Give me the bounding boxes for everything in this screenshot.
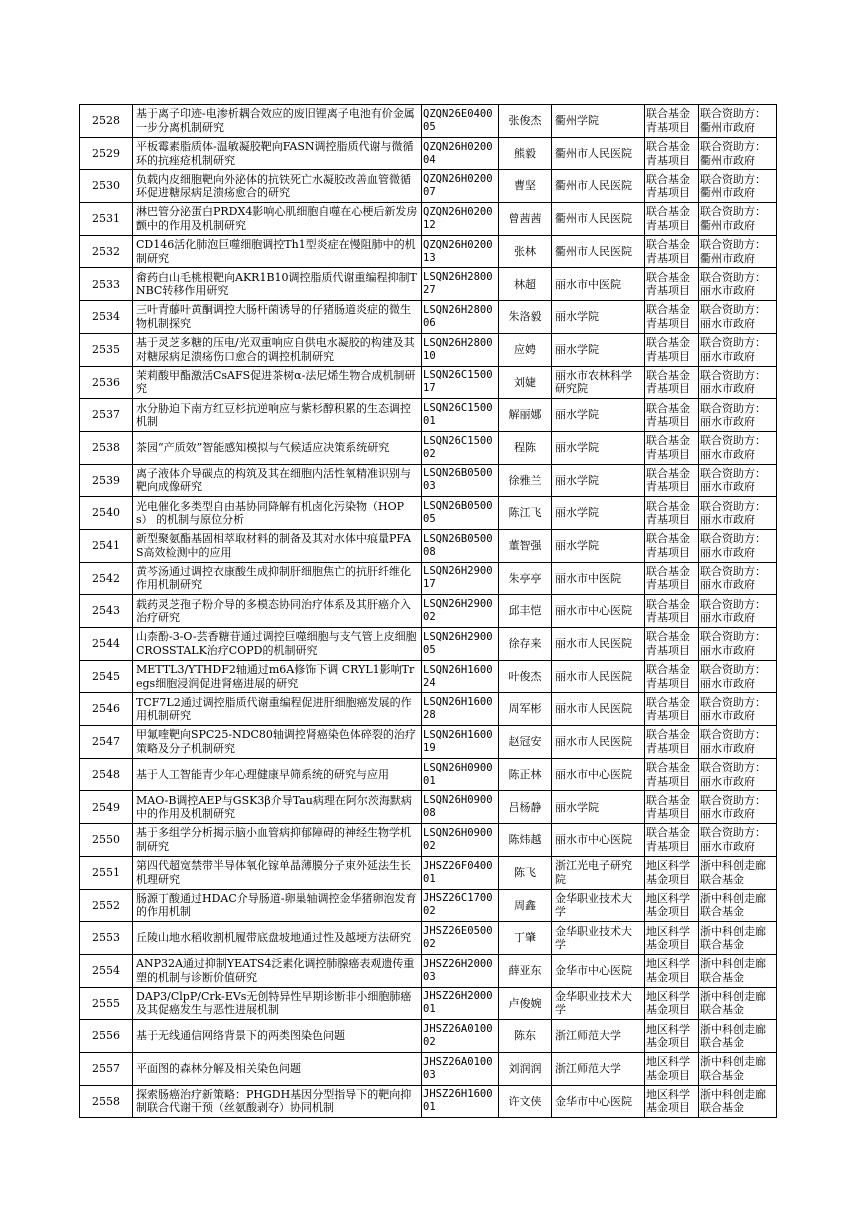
funding-source-cell: 联合资助方：衢州市政府 <box>699 235 777 268</box>
project-code-cell: LSQN26H090001 <box>422 758 499 791</box>
serial-number-cell: 2547 <box>80 726 133 759</box>
project-type-cell: 联合基金青基项目 <box>645 726 699 759</box>
project-title-cell: 茶园“产质效”智能感知模拟与气候适应决策系统研究 <box>133 431 422 464</box>
serial-number-cell: 2535 <box>80 333 133 366</box>
serial-number-cell: 2543 <box>80 595 133 628</box>
project-type-cell: 地区科学基金项目 <box>645 889 699 922</box>
project-type-cell: 联合基金青基项目 <box>645 791 699 824</box>
table-row <box>80 922 777 955</box>
applicant-name-cell: 林超 <box>499 268 552 301</box>
project-type-cell: 联合基金青基项目 <box>645 333 699 366</box>
project-code-cell: JHSZ26A010003 <box>422 1052 499 1085</box>
funding-source-cell: 联合资助方：丽水市政府 <box>699 431 777 464</box>
project-type-cell: 联合基金青基项目 <box>645 137 699 170</box>
applicant-name-cell: 陈江飞 <box>499 497 552 530</box>
serial-number-cell: 2544 <box>80 628 133 661</box>
institution-cell: 浙江师范大学 <box>552 1052 645 1085</box>
project-code-cell: LSQN26H290005 <box>422 628 499 661</box>
serial-number-cell: 2531 <box>80 203 133 236</box>
project-type-cell: 联合基金青基项目 <box>645 693 699 726</box>
funding-source-cell: 联合资助方：衢州市政府 <box>699 137 777 170</box>
institution-cell: 金华市中心医院 <box>552 954 645 987</box>
serial-number-cell: 2555 <box>80 987 133 1020</box>
serial-number-cell: 2558 <box>80 1085 133 1118</box>
serial-number-cell: 2540 <box>80 497 133 530</box>
funding-source-cell: 联合资助方：丽水市政府 <box>699 628 777 661</box>
project-code-cell: JHSZ26H200003 <box>422 954 499 987</box>
project-title-cell: 离子液体介导碳点的构筑及其在细胞内活性氧精准识别与靶向成像研究 <box>133 464 422 497</box>
project-code-cell: JHSZ26C170002 <box>422 889 499 922</box>
project-title-cell: 畲药白山毛桃根靶向AKR1B10调控脂质代谢重编程抑制TNBC转移作用研究 <box>133 268 422 301</box>
institution-cell: 衢州市人民医院 <box>552 137 645 170</box>
project-code-cell: LSQN26H160019 <box>422 726 499 759</box>
funding-source-cell: 浙中科创走廊联合基金 <box>699 954 777 987</box>
table-row <box>80 203 777 236</box>
applicant-name-cell: 朱亭亭 <box>499 562 552 595</box>
applicant-name-cell: 程陈 <box>499 431 552 464</box>
applicant-name-cell: 吕杨静 <box>499 791 552 824</box>
project-code-cell: QZQN26H020007 <box>422 170 499 203</box>
project-code-cell: LSQN26H090008 <box>422 791 499 824</box>
applicant-name-cell: 刘润润 <box>499 1052 552 1085</box>
funding-source-cell: 联合资助方：丽水市政府 <box>699 464 777 497</box>
project-type-cell: 地区科学基金项目 <box>645 1052 699 1085</box>
institution-cell: 丽水学院 <box>552 399 645 432</box>
applicant-name-cell: 赵冠安 <box>499 726 552 759</box>
project-title-cell: 丘陵山地水稻收割机履带底盘坡地通过性及越埂方法研究 <box>133 922 422 955</box>
project-code-cell: JHSZ26H200001 <box>422 987 499 1020</box>
serial-number-cell: 2551 <box>80 856 133 889</box>
table-row <box>80 137 777 170</box>
institution-cell: 丽水学院 <box>552 464 645 497</box>
table-row <box>80 660 777 693</box>
table-row <box>80 529 777 562</box>
project-type-cell: 联合基金青基项目 <box>645 595 699 628</box>
institution-cell: 丽水学院 <box>552 301 645 334</box>
applicant-name-cell: 张林 <box>499 235 552 268</box>
table-row <box>80 1020 777 1053</box>
table-row <box>80 431 777 464</box>
project-code-cell: LSQN26H290002 <box>422 595 499 628</box>
funding-source-cell: 浙中科创走廊联合基金 <box>699 1020 777 1053</box>
serial-number-cell: 2557 <box>80 1052 133 1085</box>
applicant-name-cell: 陈飞 <box>499 856 552 889</box>
applicant-name-cell: 曾茜茜 <box>499 203 552 236</box>
institution-cell: 丽水学院 <box>552 529 645 562</box>
funding-source-cell: 联合资助方：丽水市政府 <box>699 824 777 857</box>
project-title-cell: 甲氟喹靶向SPC25-NDC80轴调控肾癌染色体碎裂的治疗策略及分子机制研究 <box>133 726 422 759</box>
project-code-cell: LSQN26C150017 <box>422 366 499 399</box>
project-code-cell: JHSZ26E050002 <box>422 922 499 955</box>
table-row <box>80 333 777 366</box>
table-row <box>80 824 777 857</box>
project-code-cell: JHSZ26A010002 <box>422 1020 499 1053</box>
institution-cell: 衢州学院 <box>552 105 645 138</box>
funding-source-cell: 联合资助方：丽水市政府 <box>699 268 777 301</box>
table-row <box>80 595 777 628</box>
institution-cell: 金华市中心医院 <box>552 1085 645 1118</box>
project-type-cell: 联合基金青基项目 <box>645 203 699 236</box>
table-row <box>80 628 777 661</box>
funding-source-cell: 浙中科创走廊联合基金 <box>699 856 777 889</box>
project-type-cell: 联合基金青基项目 <box>645 824 699 857</box>
institution-cell: 丽水学院 <box>552 333 645 366</box>
institution-cell: 丽水市中心医院 <box>552 824 645 857</box>
serial-number-cell: 2549 <box>80 791 133 824</box>
project-title-cell: 淋巴管分泌蛋白PRDX4影响心肌细胞自噬在心梗后新发房颤中的作用及机制研究 <box>133 203 422 236</box>
table-row <box>80 889 777 922</box>
funding-source-cell: 浙中科创走廊联合基金 <box>699 1052 777 1085</box>
serial-number-cell: 2532 <box>80 235 133 268</box>
applicant-name-cell: 陈东 <box>499 1020 552 1053</box>
project-title-cell: 山柰酚-3-O-芸香糖苷通过调控巨噬细胞与支气管上皮细胞CROSSTALK治疗COPD的机制研究 <box>133 628 422 661</box>
applicant-name-cell: 应娉 <box>499 333 552 366</box>
project-type-cell: 联合基金青基项目 <box>645 660 699 693</box>
project-code-cell: LSQN26H090002 <box>422 824 499 857</box>
table-row <box>80 1085 777 1118</box>
applicant-name-cell: 曹坚 <box>499 170 552 203</box>
project-type-cell: 地区科学基金项目 <box>645 1020 699 1053</box>
institution-cell: 金华职业技术大学 <box>552 889 645 922</box>
table-row <box>80 497 777 530</box>
project-title-cell: 第四代超宽禁带半导体氧化镓单晶薄膜分子束外延法生长机理研究 <box>133 856 422 889</box>
project-title-cell: 黄芩汤通过调控衣康酸生成抑制肝细胞焦亡的抗肝纤维化作用机制研究 <box>133 562 422 595</box>
institution-cell: 丽水市中医院 <box>552 562 645 595</box>
project-title-cell: 三叶青藤叶黄酮调控大肠杆菌诱导的仔猪肠道炎症的微生物机制探究 <box>133 301 422 334</box>
project-type-cell: 联合基金青基项目 <box>645 268 699 301</box>
project-type-cell: 地区科学基金项目 <box>645 987 699 1020</box>
applicant-name-cell: 卢俊婉 <box>499 987 552 1020</box>
institution-cell: 丽水市农林科学研究院 <box>552 366 645 399</box>
table-row <box>80 791 777 824</box>
table-row <box>80 301 777 334</box>
project-title-cell: 基于人工智能青少年心理健康早筛系统的研究与应用 <box>133 758 422 791</box>
table-row <box>80 856 777 889</box>
project-title-cell: 光电催化多类型自由基协同降解有机卤化污染物（HOPs） 的机制与原位分析 <box>133 497 422 530</box>
project-title-cell: 基于多组学分析揭示脑小血管病抑郁障碍的神经生物学机制研究 <box>133 824 422 857</box>
project-code-cell: LSQN26H160024 <box>422 660 499 693</box>
funding-source-cell: 联合资助方：丽水市政府 <box>699 726 777 759</box>
serial-number-cell: 2533 <box>80 268 133 301</box>
project-title-cell: 水分胁迫下南方红豆杉抗逆响应与紫杉醇积累的生态调控机制 <box>133 399 422 432</box>
serial-number-cell: 2550 <box>80 824 133 857</box>
table-row <box>80 464 777 497</box>
applicant-name-cell: 徐存来 <box>499 628 552 661</box>
table-row <box>80 235 777 268</box>
project-type-cell: 地区科学基金项目 <box>645 856 699 889</box>
project-code-cell: LSQN26C150001 <box>422 399 499 432</box>
project-title-cell: 探索肠癌治疗新策略：PHGDH基因分型指导下的靶向抑制联合代谢干预（丝氨酸剥夺）协同机制 <box>133 1085 422 1118</box>
serial-number-cell: 2556 <box>80 1020 133 1053</box>
project-type-cell: 地区科学基金项目 <box>645 922 699 955</box>
project-type-cell: 联合基金青基项目 <box>645 170 699 203</box>
project-code-cell: JHSZ26F040001 <box>422 856 499 889</box>
project-type-cell: 联合基金青基项目 <box>645 529 699 562</box>
funding-source-cell: 浙中科创走廊联合基金 <box>699 1085 777 1118</box>
project-type-cell: 联合基金青基项目 <box>645 628 699 661</box>
serial-number-cell: 2542 <box>80 562 133 595</box>
applicant-name-cell: 董智强 <box>499 529 552 562</box>
project-type-cell: 联合基金青基项目 <box>645 301 699 334</box>
project-type-cell: 联合基金青基项目 <box>645 366 699 399</box>
institution-cell: 衢州市人民医院 <box>552 203 645 236</box>
funding-source-cell: 浙中科创走廊联合基金 <box>699 889 777 922</box>
serial-number-cell: 2541 <box>80 529 133 562</box>
project-code-cell: LSQN26B050005 <box>422 497 499 530</box>
table-row <box>80 758 777 791</box>
project-type-cell: 联合基金青基项目 <box>645 562 699 595</box>
funding-source-cell: 联合资助方：丽水市政府 <box>699 791 777 824</box>
project-title-cell: 平板霉素脂质体-温敏凝胶靶向FASN调控脂质代谢与微循环的抗痤疮机制研究 <box>133 137 422 170</box>
project-code-cell: LSQN26B050003 <box>422 464 499 497</box>
applicant-name-cell: 朱洛毅 <box>499 301 552 334</box>
funding-source-cell: 联合资助方：衢州市政府 <box>699 105 777 138</box>
serial-number-cell: 2537 <box>80 399 133 432</box>
funding-source-cell: 联合资助方：丽水市政府 <box>699 562 777 595</box>
institution-cell: 衢州市人民医院 <box>552 170 645 203</box>
project-table <box>79 104 777 1118</box>
serial-number-cell: 2534 <box>80 301 133 334</box>
applicant-name-cell: 熊毅 <box>499 137 552 170</box>
funding-source-cell: 联合资助方：丽水市政府 <box>699 529 777 562</box>
project-type-cell: 地区科学基金项目 <box>645 954 699 987</box>
institution-cell: 丽水市中心医院 <box>552 595 645 628</box>
serial-number-cell: 2536 <box>80 366 133 399</box>
funding-source-cell: 浙中科创走廊联合基金 <box>699 987 777 1020</box>
table-row <box>80 954 777 987</box>
project-code-cell: JHSZ26H160001 <box>422 1085 499 1118</box>
project-type-cell: 联合基金青基项目 <box>645 758 699 791</box>
funding-source-cell: 浙中科创走廊联合基金 <box>699 922 777 955</box>
institution-cell: 丽水学院 <box>552 497 645 530</box>
project-code-cell: LSQN26C150002 <box>422 431 499 464</box>
project-title-cell: ANP32A通过抑制YEATS4泛素化调控肺腺癌表观遗传重塑的机制与诊断价值研究 <box>133 954 422 987</box>
applicant-name-cell: 陈炜越 <box>499 824 552 857</box>
applicant-name-cell: 陈正林 <box>499 758 552 791</box>
institution-cell: 丽水学院 <box>552 791 645 824</box>
institution-cell: 丽水市人民医院 <box>552 660 645 693</box>
serial-number-cell: 2538 <box>80 431 133 464</box>
table-row <box>80 268 777 301</box>
applicant-name-cell: 张俊杰 <box>499 105 552 138</box>
project-type-cell: 地区科学基金项目 <box>645 1085 699 1118</box>
project-title-cell: 负载内皮细胞靶向外泌体的抗铁死亡水凝胶改善血管微循环促进糖尿病足溃疡愈合的研究 <box>133 170 422 203</box>
serial-number-cell: 2528 <box>80 105 133 138</box>
funding-source-cell: 联合资助方：丽水市政府 <box>699 399 777 432</box>
project-title-cell: 基于灵芝多糖的压电/光双重响应自供电水凝胶的构建及其对糖尿病足溃疡伤口愈合的调控机制研究 <box>133 333 422 366</box>
project-type-cell: 联合基金青基项目 <box>645 431 699 464</box>
institution-cell: 丽水市人民医院 <box>552 628 645 661</box>
funding-source-cell: 联合资助方：衢州市政府 <box>699 203 777 236</box>
project-table-body <box>80 105 777 1118</box>
project-code-cell: LSQN26H280006 <box>422 301 499 334</box>
institution-cell: 丽水市人民医院 <box>552 726 645 759</box>
project-title-cell: TCF7L2通过调控脂质代谢重编程促进肝细胞癌发展的作用机制研究 <box>133 693 422 726</box>
project-code-cell: LSQN26H160028 <box>422 693 499 726</box>
funding-source-cell: 联合资助方：丽水市政府 <box>699 333 777 366</box>
table-row <box>80 987 777 1020</box>
funding-source-cell: 联合资助方：丽水市政府 <box>699 595 777 628</box>
project-title-cell: 平面图的森林分解及相关染色问题 <box>133 1052 422 1085</box>
table-row <box>80 399 777 432</box>
serial-number-cell: 2529 <box>80 137 133 170</box>
applicant-name-cell: 丁肇 <box>499 922 552 955</box>
table-row <box>80 693 777 726</box>
applicant-name-cell: 周军彬 <box>499 693 552 726</box>
funding-source-cell: 联合资助方：丽水市政府 <box>699 693 777 726</box>
institution-cell: 丽水市人民医院 <box>552 693 645 726</box>
applicant-name-cell: 叶俊杰 <box>499 660 552 693</box>
institution-cell: 丽水市中医院 <box>552 268 645 301</box>
project-title-cell: 新型聚氨酯基固相萃取材料的制备及其对水体中痕量PFAS高效检测中的应用 <box>133 529 422 562</box>
project-title-cell: 载药灵芝孢子粉介导的多模态协同治疗体系及其肝癌介入治疗研究 <box>133 595 422 628</box>
project-title-cell: MAO-B调控AEP与GSK3β介导Tau病理在阿尔茨海默病中的作用及机制研究 <box>133 791 422 824</box>
project-title-cell: DAP3/ClpP/Crk-EVs无创特异性早期诊断非小细胞肺癌及其促癌发生与恶性进展机制 <box>133 987 422 1020</box>
funding-source-cell: 联合资助方：衢州市政府 <box>699 170 777 203</box>
applicant-name-cell: 许文侠 <box>499 1085 552 1118</box>
table-row <box>80 1052 777 1085</box>
institution-cell: 浙江师范大学 <box>552 1020 645 1053</box>
serial-number-cell: 2530 <box>80 170 133 203</box>
serial-number-cell: 2545 <box>80 660 133 693</box>
applicant-name-cell: 徐雅兰 <box>499 464 552 497</box>
funding-source-cell: 联合资助方：丽水市政府 <box>699 758 777 791</box>
project-title-cell: 基于无线通信网络背景下的两类图染色问题 <box>133 1020 422 1053</box>
serial-number-cell: 2553 <box>80 922 133 955</box>
funding-source-cell: 联合资助方：丽水市政府 <box>699 497 777 530</box>
institution-cell: 金华职业技术大学 <box>552 922 645 955</box>
project-type-cell: 联合基金青基项目 <box>645 464 699 497</box>
table-row <box>80 170 777 203</box>
project-code-cell: LSQN26H280010 <box>422 333 499 366</box>
serial-number-cell: 2546 <box>80 693 133 726</box>
table-row <box>80 366 777 399</box>
project-title-cell: 茉莉酸甲酯激活CsAFS促进茶树α-法尼烯生物合成机制研究 <box>133 366 422 399</box>
serial-number-cell: 2554 <box>80 954 133 987</box>
project-type-cell: 联合基金青基项目 <box>645 399 699 432</box>
funding-source-cell: 联合资助方：丽水市政府 <box>699 660 777 693</box>
project-title-cell: CD146活化肺泡巨噬细胞调控Th1型炎症在慢阻肺中的机制研究 <box>133 235 422 268</box>
funding-source-cell: 联合资助方：丽水市政府 <box>699 301 777 334</box>
serial-number-cell: 2552 <box>80 889 133 922</box>
applicant-name-cell: 周鑫 <box>499 889 552 922</box>
institution-cell: 丽水学院 <box>552 431 645 464</box>
project-type-cell: 联合基金青基项目 <box>645 235 699 268</box>
project-title-cell: 肠源丁酸通过HDAC介导肠道-卵巢轴调控金华猪卵泡发育的作用机制 <box>133 889 422 922</box>
institution-cell: 衢州市人民医院 <box>552 235 645 268</box>
table-row <box>80 105 777 138</box>
project-title-cell: 基于离子印迹-电渗析耦合效应的废旧锂离子电池有价金属一步分离机制研究 <box>133 105 422 138</box>
project-code-cell: LSQN26H280027 <box>422 268 499 301</box>
project-code-cell: LSQN26B050008 <box>422 529 499 562</box>
project-type-cell: 联合基金青基项目 <box>645 497 699 530</box>
project-code-cell: QZQN26E040005 <box>422 105 499 138</box>
project-type-cell: 联合基金青基项目 <box>645 105 699 138</box>
applicant-name-cell: 解丽娜 <box>499 399 552 432</box>
project-code-cell: QZQN26H020012 <box>422 203 499 236</box>
table-row <box>80 726 777 759</box>
serial-number-cell: 2539 <box>80 464 133 497</box>
project-title-cell: METTL3/YTHDF2轴通过m6A修饰下调 CRYL1影响Tregs细胞浸润促进肾癌进展的研究 <box>133 660 422 693</box>
project-code-cell: QZQN26H020013 <box>422 235 499 268</box>
institution-cell: 浙江光电子研究院 <box>552 856 645 889</box>
institution-cell: 丽水市中心医院 <box>552 758 645 791</box>
project-code-cell: QZQN26H020004 <box>422 137 499 170</box>
applicant-name-cell: 邱丰恺 <box>499 595 552 628</box>
serial-number-cell: 2548 <box>80 758 133 791</box>
funding-source-cell: 联合资助方：丽水市政府 <box>699 366 777 399</box>
applicant-name-cell: 薛亚东 <box>499 954 552 987</box>
applicant-name-cell: 刘婕 <box>499 366 552 399</box>
institution-cell: 金华职业技术大学 <box>552 987 645 1020</box>
project-code-cell: LSQN26H290017 <box>422 562 499 595</box>
table-row <box>80 562 777 595</box>
